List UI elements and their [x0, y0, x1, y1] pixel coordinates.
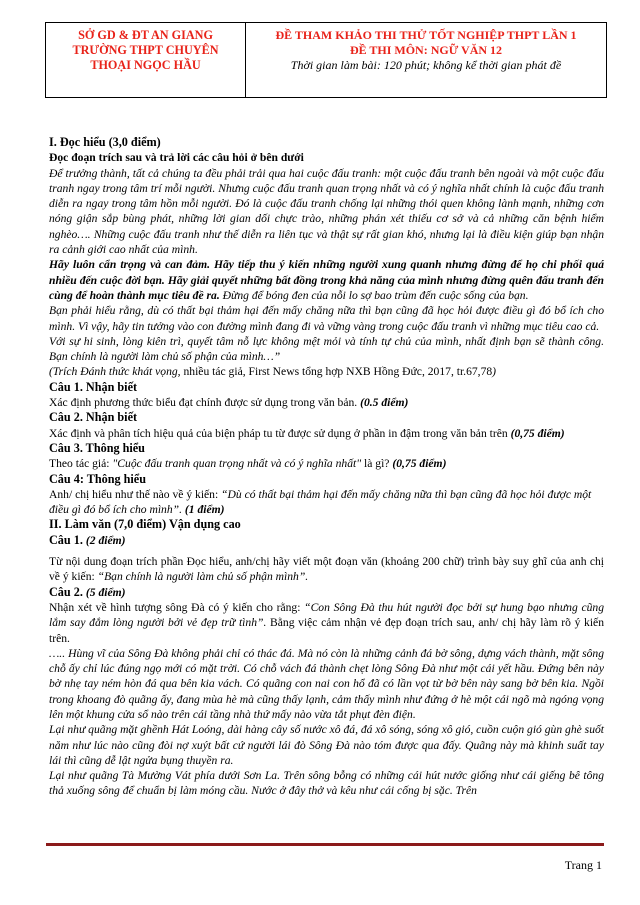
question-1-title: Câu 1. Nhận biết — [49, 379, 138, 394]
part1-heading: I. Đọc hiểu (3,0 điểm) — [49, 135, 161, 149]
question-3-title: Câu 3. Thông hiểu — [49, 440, 145, 455]
passage-source: (Trích Đánh thức khát vọng, nhiều tác giả, First News tổng hợp NXB Hồng Đức, 2017, tr.67,78) — [49, 365, 497, 379]
passage-paragraph-2: Bạn phải hiểu rằng, dù có thất bại thảm hại đến mấy chăng nữa thì bạn cũng đã học hỏi được điều gì đó bổ ích cho mình. Vì vậy, hãy tin tưởng vào con đường mình đang đi và vững vàng trong cuộc đấu tranh vì những mục tiêu cao cả. — [49, 304, 604, 333]
excerpt-paragraph-3: Lại như quãng Tà Mường Vát phía dưới Sơn La. Trên sông bỗng có những cái hút nước giống như cái giếng bê tông thả xuống sông để chuẩn bị làm móng cầu. Nước ở đây thở và kêu như cái cống bị sặc. Trên — [49, 769, 604, 798]
exam-info-block — [246, 23, 606, 97]
question-2-title: Câu 2. Nhận biết — [49, 410, 138, 425]
essay-2-text: Nhận xét về hình tượng sông Đà có ý kiến cho rằng: “Con Sông Đà thu hút người đọc bởi sự hung bạo nhưng cũng lắm say đắm lòng người bởi vẻ đẹp trữ tình”. Bằng việc cảm nhận vẻ đẹp đoạn trích sau, anh/ chị hãy làm rõ ý kiến trên. — [49, 600, 604, 645]
passage-bold-text: Hãy luôn cẩn trọng và can đảm. Hãy tiếp thu ý kiến những người xung quanh nhưng đừng để họ chi phối quá nhiều đến cuộc đời bạn. Hãy giải quyết những bất đồng trong khả năng của mình nhưng đừng quên đấu tranh đến cùng để hoàn thành mục tiêu đề ra. — [49, 258, 604, 302]
exam-time: Thời gian làm bài: 120 phút; không kể thời gian phát đề — [290, 58, 562, 72]
question-4-text: Anh/ chị hiểu như thế nào về ý kiến: “Dù có thất bại thảm hại đến mấy chăng nữa thì bạn cũng đã học hỏi được một điều gì đó bổ ích cho mình”. (1 điểm) — [49, 487, 592, 517]
passage-paragraph-1: Để trưởng thành, tất cả chúng ta đều phải trải qua hai cuộc đấu tranh: một cuộc đấu tranh bên ngoài và một cuộc đấu tranh ngay trong tâm trí mỗi người. Nhưng cuộc đấu tranh quan trọng nhất và có ý nghĩa nhất chính là cuộc đấu tranh diễn ra ngay trong tâm hồn mỗi người. Đó là cuộc đấu tranh chống lại những thói quen không lành mạnh, những cơn nóng giận sắp bùng phát, những lời gian dối chực trào, những phán xét thiếu cơ sở và cả những căn bệnh hiểm nghèo…. Những cuộc đấu tranh như thế diễn ra liên tục và thật sự rất gian khó, nhưng lại là điều kiện giúp bạn nhận ra cảnh giới cao nhất của mình. — [49, 166, 604, 257]
essay-1-text: Từ nội dung đoạn trích phần Đọc hiểu, anh/chị hãy viết một đoạn văn (khoảng 200 chữ) trình bày suy ghĩ của anh chị về ý kiến: “Bạn chính là người làm chủ số phận mình”. — [49, 555, 604, 584]
page-number: Trang 1 — [564, 858, 602, 872]
school-block — [46, 23, 246, 97]
essay-1-title: Câu 1. (2 điểm) — [49, 532, 126, 547]
exam-title: ĐỀ THAM KHẢO THI THỬ TỐT NGHIỆP THPT LẦN 1 — [275, 28, 577, 42]
question-3-text: Theo tác giả: "Cuộc đấu tranh quan trọng nhất và có ý nghĩa nhất" là gì? (0,75 điểm) — [49, 457, 447, 471]
footer-divider — [46, 843, 604, 846]
excerpt-paragraph-1: ….. Hùng vĩ của Sông Đà không phải chỉ có thác đá. Mà nó còn là những cảnh đá bờ sông, dựng vách thành, mặt sông chỗ ấy chỉ lúc đúng ngọ mới có mặt trời. Có chỗ vách đá thành chẹt lòng Sông Đà như một cái yết hầu. Đứng bên này bờ nhẹ tay ném hòn đá qua bên kia vách. Có quãng con nai con hổ đã có lần vọt từ bờ bên này sang bờ bên kia. Ngồi trong khoang đò quãng ấy, đang mùa hè mà cũng thấy lạnh, cảm thấy mình như đứng ở hè một cái ngõ mà ngóng vọng lên một khung cửa sổ nào trên cái tầng nhà thứ mấy nào vừa tắt phụt đèn điện. — [49, 646, 604, 721]
school-name-line-2: THOẠI NGỌC HẦU — [90, 58, 201, 72]
department-name: SỞ GD & ĐT AN GIANG — [78, 28, 213, 42]
essay-2-title: Câu 2. (5 điểm) — [49, 584, 126, 599]
question-2-text: Xác định và phân tích hiệu quả của biện pháp tu từ được sử dụng ở phần in đậm trong văn bản trên (0,75 điểm) — [49, 426, 565, 440]
document-body — [49, 135, 604, 799]
exam-subject: ĐỀ THI MÔN: NGỮ VĂN 12 — [349, 43, 503, 57]
header-box — [45, 22, 607, 98]
question-4-title: Câu 4: Thông hiểu — [49, 471, 146, 486]
school-name-line-1: TRƯỜNG THPT CHUYÊN — [72, 43, 219, 57]
excerpt-paragraph-2: Lại như quãng mặt ghềnh Hát Loóng, dài hàng cây số nước xô đá, đá xô sóng, sóng xô gió, cuồn cuộn gió gùn ghè suốt năm như lúc nào cũng đòi nợ xuýt bất cứ người lái đò Sông Đà nào tóm được qua đấy. Quãng này mà khinh suất tay lái thì cũng dễ lật ngửa bụng thuyền ra. — [49, 723, 605, 767]
passage-paragraph-bold — [49, 257, 604, 303]
passage-paragraph-3: Với sự hi sinh, lòng kiên trì, quyết tâm nỗ lực không mệt mỏi và tính tự chủ của mình, nhất định bạn sẽ thành công. Bạn chính là người làm chủ số phận của mình…” — [49, 334, 604, 364]
passage-bold-tail: Đừng để bóng đen của nỗi lo sợ bao trùm đến cuộc sống của bạn. — [219, 288, 529, 302]
part1-instruction: Đọc đoạn trích sau và trả lời các câu hỏi ở bên dưới — [49, 151, 304, 165]
part2-heading: II. Làm văn (7,0 điểm) Vận dụng cao — [49, 517, 241, 532]
question-1-text: Xác định phương thức biểu đạt chính được sử dụng trong văn bản. (0.5 điểm) — [49, 396, 409, 410]
